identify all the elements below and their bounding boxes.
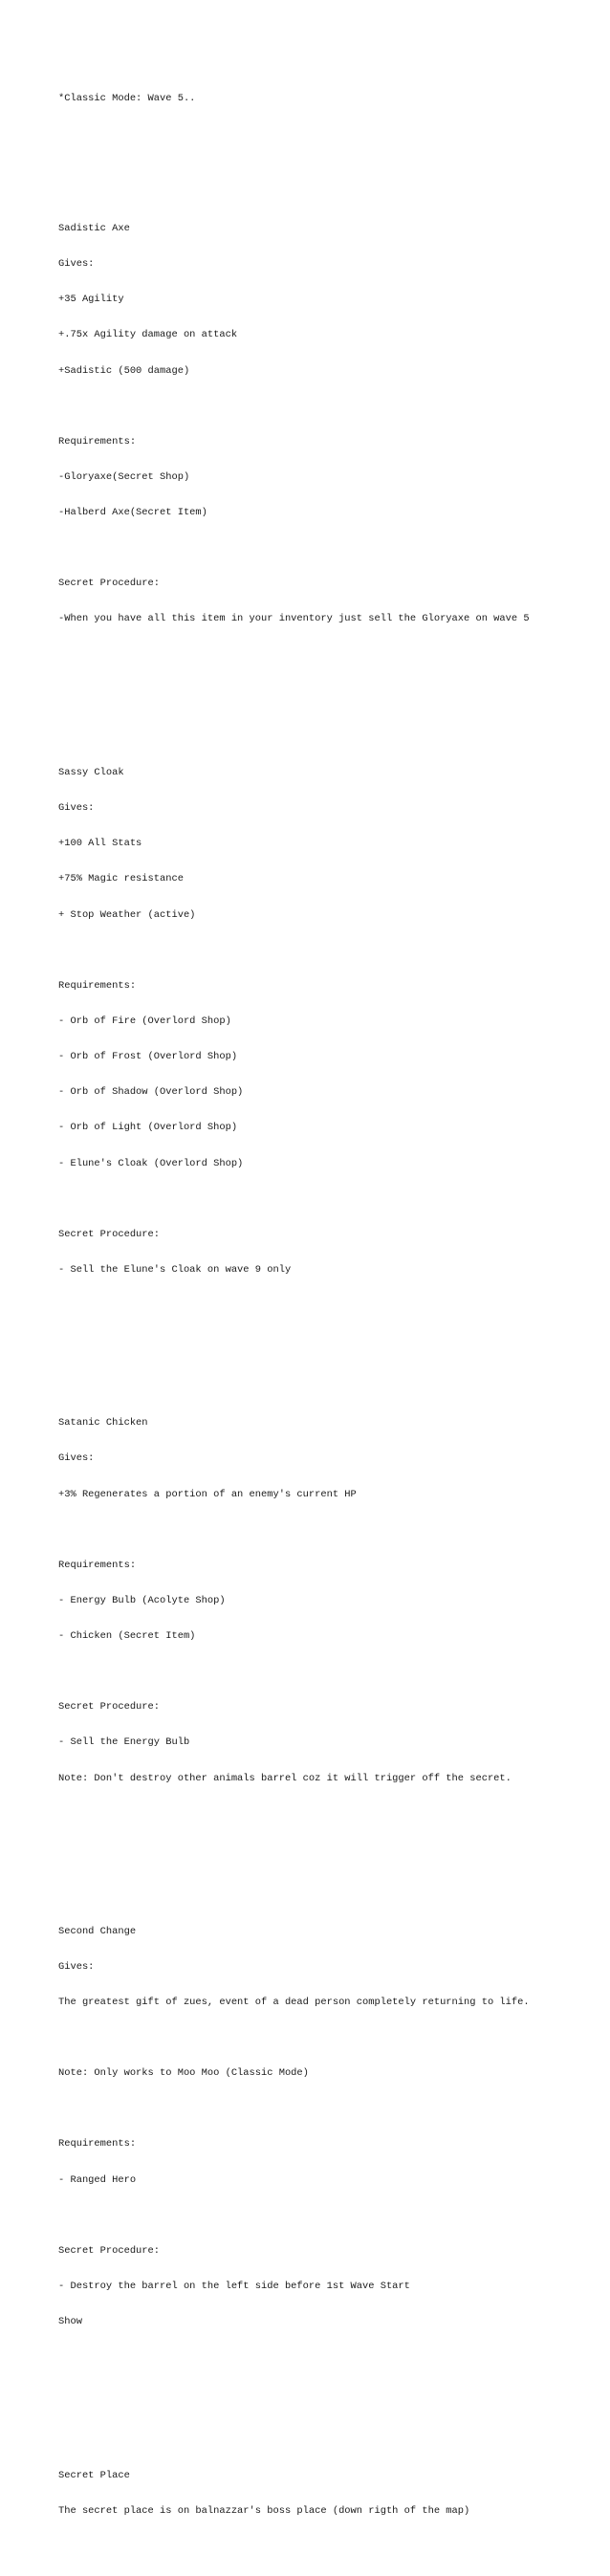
item-title: Sadistic Axe (58, 222, 130, 234)
requirement-line: - Energy Bulb (Acolyte Shop) (58, 1594, 226, 1606)
gives-line: The greatest gift of zues, event of a dead person completely returning to life. (58, 1997, 530, 2009)
requirements-label: Requirements: (58, 979, 137, 992)
gives-label: Gives: (58, 801, 95, 814)
item-section-second-change (58, 1902, 594, 2351)
requirements-label: Requirements: (58, 435, 137, 448)
requirement-line: - Orb of Light (Overlord Shop) (58, 1122, 238, 1134)
procedure-line: - Destroy the barrel on the left side before 1st Wave Start (58, 2280, 410, 2292)
gives-line: +.75x Agility damage on attack (58, 329, 238, 341)
procedure-line: -When you have all this item in your inventory just sell the Gloryaxe on wave 5 (58, 613, 530, 625)
item-title: Satanic Chicken (58, 1417, 148, 1430)
item-section-satanic-chicken (58, 1393, 594, 1807)
secret-place-section (58, 2446, 594, 2541)
gives-line: +Sadistic (500 damage) (58, 364, 190, 377)
gives-line: +3% Regenerates a portion of an enemy's current HP (58, 1488, 357, 1500)
gives-line: +75% Magic resistance (58, 873, 184, 885)
item-title: Sassy Cloak (58, 766, 124, 778)
procedure-label: Secret Procedure: (58, 578, 161, 590)
procedure-label: Secret Procedure: (58, 1701, 161, 1714)
requirement-line: - Ranged Hero (58, 2173, 137, 2186)
requirement-line: - Orb of Shadow (Overlord Shop) (58, 1086, 244, 1099)
gives-label: Gives: (58, 258, 95, 271)
requirement-line: -Gloryaxe(Secret Shop) (58, 470, 190, 483)
requirements-label: Requirements: (58, 1559, 137, 1571)
item-section-sadistic-axe (58, 199, 594, 648)
procedure-line: - Sell the Elune's Cloak on wave 9 only (58, 1263, 292, 1276)
requirement-line: - Orb of Fire (Overlord Shop) (58, 1015, 231, 1027)
gives-line: + Stop Weather (active) (58, 908, 196, 921)
document-text (58, 57, 594, 2576)
note-line: Note: Only works to Moo Moo (Classic Mode) (58, 2067, 309, 2080)
requirement-line: - Elune's Cloak (Overlord Shop) (58, 1157, 244, 1169)
procedure-line: Note: Don't destroy other animals barrel coz it will trigger off the secret. (58, 1772, 512, 1784)
gives-line: +35 Agility (58, 294, 124, 306)
requirements-label: Requirements: (58, 2138, 137, 2150)
requirement-line: - Orb of Frost (Overlord Shop) (58, 1051, 238, 1062)
procedure-line: Show (58, 2316, 82, 2328)
header-line: *Classic Mode: Wave 5.. (58, 93, 196, 105)
secret-place-title: Secret Place (58, 2469, 130, 2481)
gives-label: Gives: (58, 1452, 95, 1465)
item-title: Second Change (58, 1925, 137, 1937)
procedure-label: Secret Procedure: (58, 1228, 161, 1240)
requirement-line: - Chicken (Secret Item) (58, 1630, 196, 1643)
procedure-line: - Sell the Energy Bulb (58, 1736, 190, 1749)
gives-line: +100 All Stats (58, 838, 142, 850)
requirement-line: -Halberd Axe(Secret Item) (58, 507, 207, 519)
procedure-label: Secret Procedure: (58, 2244, 161, 2257)
gives-label: Gives: (58, 1961, 95, 1974)
item-section-sassy-cloak (58, 743, 594, 1299)
secret-place-text: The secret place is on balnazzar's boss place (down rigth of the map) (58, 2504, 470, 2517)
